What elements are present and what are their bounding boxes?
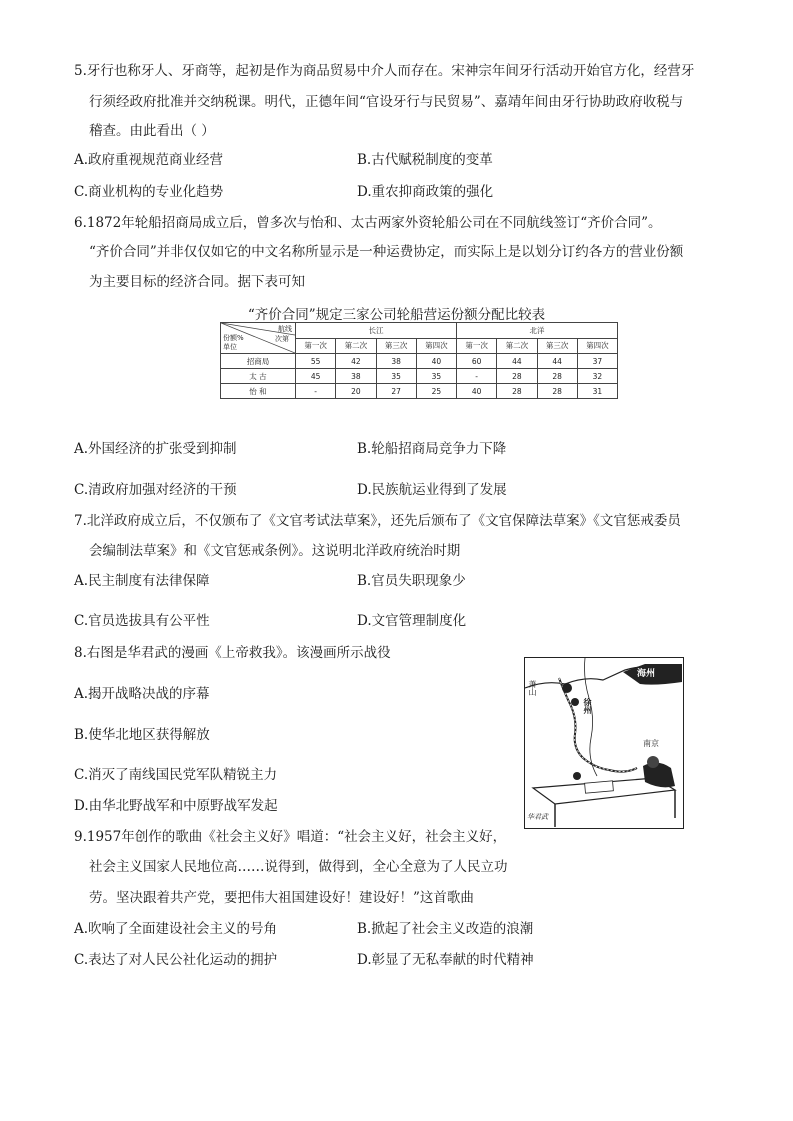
q5-option-d: D.重农抑商政策的强化 [357, 184, 494, 200]
q8-option-a: A.揭开战略决战的序幕 [74, 686, 210, 702]
table-cell: 25 [416, 384, 456, 399]
table-row [221, 354, 618, 369]
table-cell: 38 [376, 354, 416, 369]
round-header: 第四次 [577, 338, 617, 354]
q6-stem-line-1: 6.1872年轮船招商局成立后，曾多次与怡和、太古两家外资轮船公司在不同航线签订“齐价合同”。 [74, 215, 662, 231]
cartoon-label-xuzhou: 徐州 [583, 698, 593, 714]
q7-option-a: A.民主制度有法律保障 [74, 573, 210, 589]
q5-option-b: B.古代赋税制度的变革 [357, 152, 493, 168]
cartoon-label-nanjing: 南京 [643, 739, 659, 748]
q8-option-b: B.使华北地区获得解放 [74, 727, 210, 743]
q6-option-c: C.清政府加强对经济的干预 [74, 482, 237, 498]
table-cell: 35 [376, 369, 416, 384]
round-header: 第一次 [296, 338, 336, 354]
corner-unit-label: 单位 [223, 343, 237, 351]
q9-stem-line-2: 社会主义国家人民地位高……说得到，做得到，全心全意为了人民立功 [89, 859, 508, 875]
table-cell: - [457, 369, 497, 384]
q9-option-a: A.吹响了全面建设社会主义的号角 [74, 921, 278, 937]
table-cell: 28 [537, 384, 577, 399]
round-header: 第四次 [416, 338, 456, 354]
table-cell: 32 [577, 369, 617, 384]
q6-stem-line-3: 为主要目标的经济合同。据下表可知 [89, 274, 305, 290]
q5-stem-line-2: 行须经政府批准并交纳税课。明代，正德年间“官设牙行与民贸易”、嘉靖年间由牙行协助政府收税与 [89, 94, 684, 110]
cartoon-label-xiaoshan: 萧山 [528, 680, 537, 696]
row-company-name: 太 古 [221, 369, 296, 384]
q5-stem-line-1: 5.牙行也称牙人、牙商等，起初是作为商品贸易中介人而存在。宋神宗年间牙行活动开始官方化，经营牙 [74, 63, 695, 79]
round-header: 第一次 [457, 338, 497, 354]
row-company-name: 招商局 [221, 354, 296, 369]
route-header-changjiang: 长江 [296, 323, 457, 339]
table-cell: 31 [577, 384, 617, 399]
table-row [221, 369, 618, 384]
table-cell: 28 [537, 369, 577, 384]
cartoon-god-save-me [524, 657, 684, 829]
q9-option-d: D.彰显了无私奉献的时代精神 [357, 952, 534, 968]
q7-stem-line-1: 7.北洋政府成立后，不仅颁布了《文官考试法草案》，还先后颁布了《文官保障法草案》《文官惩戒委员 [74, 513, 681, 529]
round-header: 第二次 [497, 338, 537, 354]
q9-stem-line-1: 9.1957年创作的歌曲《社会主义好》唱道：“社会主义好，社会主义好， [74, 829, 507, 845]
table-cell: - [296, 384, 336, 399]
table-cell: 35 [416, 369, 456, 384]
cartoon-label-haizhou: 海州 [637, 669, 656, 679]
q7-option-b: B.官员失职现象少 [357, 573, 466, 589]
q9-option-b: B.掀起了社会主义改造的浪潮 [357, 921, 534, 937]
round-header: 第二次 [336, 338, 376, 354]
table-cell: 28 [497, 369, 537, 384]
q9-option-c: C.表达了对人民公社化运动的拥护 [74, 952, 278, 968]
corner-route-label: 航线 [278, 325, 292, 333]
cartoon-signature: 华君武 [527, 813, 548, 821]
table-cell: 45 [296, 369, 336, 384]
q8-option-d: D.由华北野战军和中原野战军发起 [74, 798, 278, 814]
q6-option-a: A.外国经济的扩张受到抑制 [74, 441, 237, 457]
q7-stem-line-2: 会编制法草案》和《文官惩戒条例》。这说明北洋政府统治时期 [89, 543, 461, 559]
q5-option-a: A.政府重视规范商业经营 [74, 152, 224, 168]
q6-table-caption: “齐价合同”规定三家公司轮船营运份额分配比较表 [247, 307, 546, 323]
q6-share-table [220, 322, 618, 399]
table-cell: 60 [457, 354, 497, 369]
table-cell: 42 [336, 354, 376, 369]
q6-option-b: B.轮船招商局竞争力下降 [357, 441, 507, 457]
table-corner-cell [221, 323, 296, 354]
table-cell: 38 [336, 369, 376, 384]
round-header: 第三次 [537, 338, 577, 354]
q5-stem-line-3: 稽查。由此看出（ ） [89, 123, 215, 139]
q6-stem-line-2: “齐价合同”并非仅仅如它的中文名称所显示是一种运费协定，而实际上是以划分订约各方的营业份额 [89, 244, 684, 260]
q7-option-c: C.官员选拔具有公平性 [74, 613, 210, 629]
row-company-name: 怡 和 [221, 384, 296, 399]
table-cell: 55 [296, 354, 336, 369]
q7-option-d: D.文官管理制度化 [357, 613, 467, 629]
q6-option-d: D.民族航运业得到了发展 [357, 482, 507, 498]
table-cell: 20 [336, 384, 376, 399]
table-cell: 28 [497, 384, 537, 399]
corner-round-label: 次第 [275, 335, 289, 343]
round-header: 第三次 [376, 338, 416, 354]
table-cell: 44 [537, 354, 577, 369]
table-cell: 40 [416, 354, 456, 369]
table-cell: 44 [497, 354, 537, 369]
corner-share-label: 份额% [223, 334, 244, 342]
table-row [221, 384, 618, 399]
q9-stem-line-3: 劳。坚决跟着共产党，要把伟大祖国建设好！建设好！”这首歌曲 [89, 890, 474, 906]
q8-option-c: C.消灭了南线国民党军队精锐主力 [74, 767, 278, 783]
table-cell: 37 [577, 354, 617, 369]
q8-stem-line-1: 8.右图是华君武的漫画《上帝救我》。该漫画所示战役 [74, 645, 391, 661]
q5-option-c: C.商业机构的专业化趋势 [74, 184, 224, 200]
route-header-beiyang: 北洋 [457, 323, 618, 339]
table-cell: 40 [457, 384, 497, 399]
table-cell: 27 [376, 384, 416, 399]
